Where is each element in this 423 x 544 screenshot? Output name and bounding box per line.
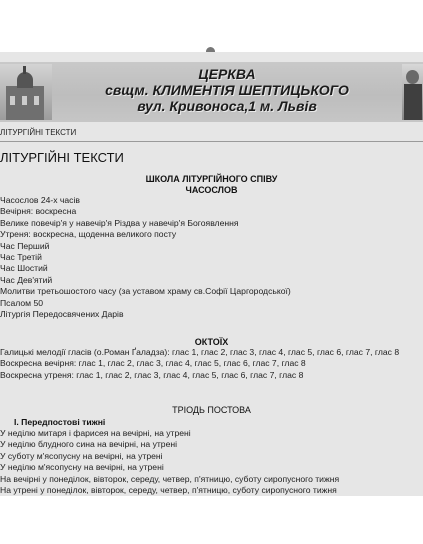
list-item[interactable]: У неділю м'ясопусну на вечірні, на утрені (0, 462, 164, 473)
triod-subheading: І. Передпостові тижні (14, 417, 106, 427)
list-item[interactable]: Воскресна утреня: глас 1, глас 2, глас 3, глас 4, глас 5, глас 6, глас 7, глас 8 (0, 369, 304, 380)
church-photo-left (0, 64, 52, 120)
list-item[interactable]: На утрені у понеділок, вівторок, середу, четвер, п'ятницю, суботу сиропусного тижня (0, 484, 337, 495)
list-item[interactable]: Утреня: воскресна, щоденна великого посту (0, 229, 177, 240)
list-item[interactable]: Галицькі мелодії гласів (о.Роман Ґаладза): глас 1, глас 2, глас 3, глас 4, глас 5, глас 6, глас 7, глас 8 (0, 347, 400, 357)
list-item[interactable]: Псалом 50 (0, 297, 43, 308)
breadcrumb-link[interactable]: ЛІТУРГІЙНІ ТЕКСТИ (0, 128, 77, 137)
list-item[interactable]: На вечірні у понеділок, вівторок, середу, четвер, п'ятницю, суботу сиропусного тижня (0, 473, 340, 484)
oktoih-list (0, 347, 423, 381)
chasoslov-list (0, 195, 423, 320)
list-item[interactable]: Воскресна вечірня: глас 1, глас 2, глас 3, глас 4, глас 5, глас 6, глас 7, глас 8 (0, 358, 306, 369)
banner-title (56, 66, 398, 114)
triod-heading: ТРІОДЬ ПОСТОВА (172, 405, 251, 415)
list-item[interactable]: У суботу м'ясопусну на вечірні, на утрені (0, 450, 163, 461)
list-item[interactable]: Час Дев'ятий (0, 274, 53, 285)
banner-line-2: свщм. КЛИМЕНТІЯ ШЕПТИЦЬКОГО (105, 82, 349, 98)
header-banner (0, 62, 423, 122)
list-item[interactable]: Часослов 24-х часів (0, 195, 80, 205)
page-viewport (0, 52, 423, 496)
banner-line-1: ЦЕРКВА (198, 66, 256, 82)
list-item[interactable]: Вечірня: воскресна (0, 206, 77, 217)
breadcrumb-bar (0, 127, 423, 142)
list-item[interactable]: Час Шостий (0, 263, 48, 274)
triod-list (0, 428, 423, 496)
saint-photo-right (402, 64, 423, 120)
list-item[interactable]: У неділю митаря і фарисея на вечірні, на утрені (0, 428, 191, 438)
oktoih-heading: ОКТОЇХ (194, 337, 229, 347)
school-heading: ШКОЛА ЛІТУРГІЙНОГО СПІВУ (145, 174, 278, 184)
list-item[interactable]: У неділю блудного сина на вечірні, на утрені (0, 439, 178, 450)
page-title: ЛІТУРГІЙНІ ТЕКСТИ (0, 150, 124, 165)
list-item[interactable]: Молитви третьошостого часу (за уставом храму св.Софії Царгородської) (0, 286, 291, 297)
chasoslov-heading: ЧАСОСЛОВ (185, 185, 238, 195)
banner-line-3: вул. Кривоноса,1 м. Львів (137, 98, 317, 114)
list-item[interactable]: Час Перший (0, 240, 50, 251)
list-item[interactable]: Літургія Передосвячених Дарів (0, 308, 124, 319)
list-item[interactable]: Велике повечір'я у навечір'я Різдва у навечір'я Богоявлення (0, 217, 239, 228)
list-item[interactable]: Час Третій (0, 251, 42, 262)
